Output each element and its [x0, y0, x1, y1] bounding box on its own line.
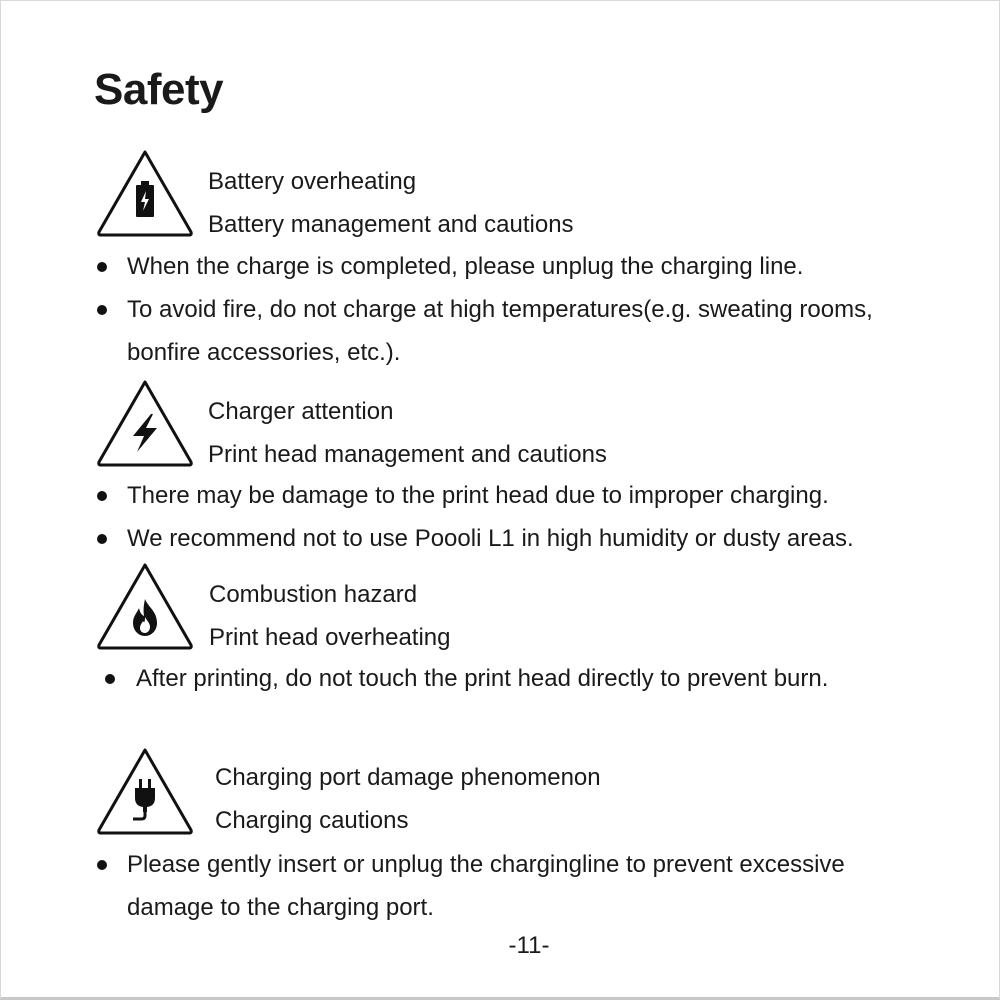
section-subheading: Print head overheating — [209, 624, 451, 651]
bullet-dot — [97, 860, 107, 870]
warning-triangle-icon — [95, 746, 195, 836]
bullet-text: When the charge is completed, please unplug the charging line. — [127, 253, 804, 280]
warning-triangle-icon — [95, 561, 195, 651]
section-subheading: Charging cautions — [215, 807, 409, 834]
bullet-dot — [105, 674, 115, 684]
warning-triangle-icon — [95, 148, 195, 238]
lightning-bolt-icon — [133, 414, 157, 452]
bullet-dot — [97, 305, 107, 315]
page-title: Safety — [94, 65, 224, 114]
bullet-dot — [97, 491, 107, 501]
warning-triangle-icon — [95, 378, 195, 468]
battery-icon — [136, 181, 154, 217]
section-subheading: Battery management and cautions — [208, 211, 574, 238]
bullet-text: Please gently insert or unplug the chargingline to prevent excessive — [127, 851, 845, 878]
bullet-text-continued: bonfire accessories, etc.). — [127, 339, 401, 366]
plug-icon — [133, 779, 155, 819]
bullet-text: To avoid fire, do not charge at high temperatures(e.g. sweating rooms, — [127, 296, 873, 323]
bullet-text-continued: damage to the charging port. — [127, 894, 434, 921]
bullet-text: We recommend not to use Poooli L1 in high humidity or dusty areas. — [127, 525, 854, 552]
page-number: -11- — [508, 932, 550, 959]
section-heading: Battery overheating — [208, 168, 417, 195]
section-subheading: Print head management and cautions — [208, 441, 607, 468]
bullet-text: After printing, do not touch the print head directly to prevent burn. — [136, 665, 829, 692]
bullet-text: There may be damage to the print head due to improper charging. — [127, 482, 829, 509]
section-heading: Charger attention — [208, 398, 394, 425]
bullet-dot — [97, 262, 107, 272]
flame-icon — [133, 599, 157, 636]
section-heading: Combustion hazard — [209, 581, 418, 608]
section-heading: Charging port damage phenomenon — [215, 764, 601, 791]
bullet-dot — [97, 534, 107, 544]
